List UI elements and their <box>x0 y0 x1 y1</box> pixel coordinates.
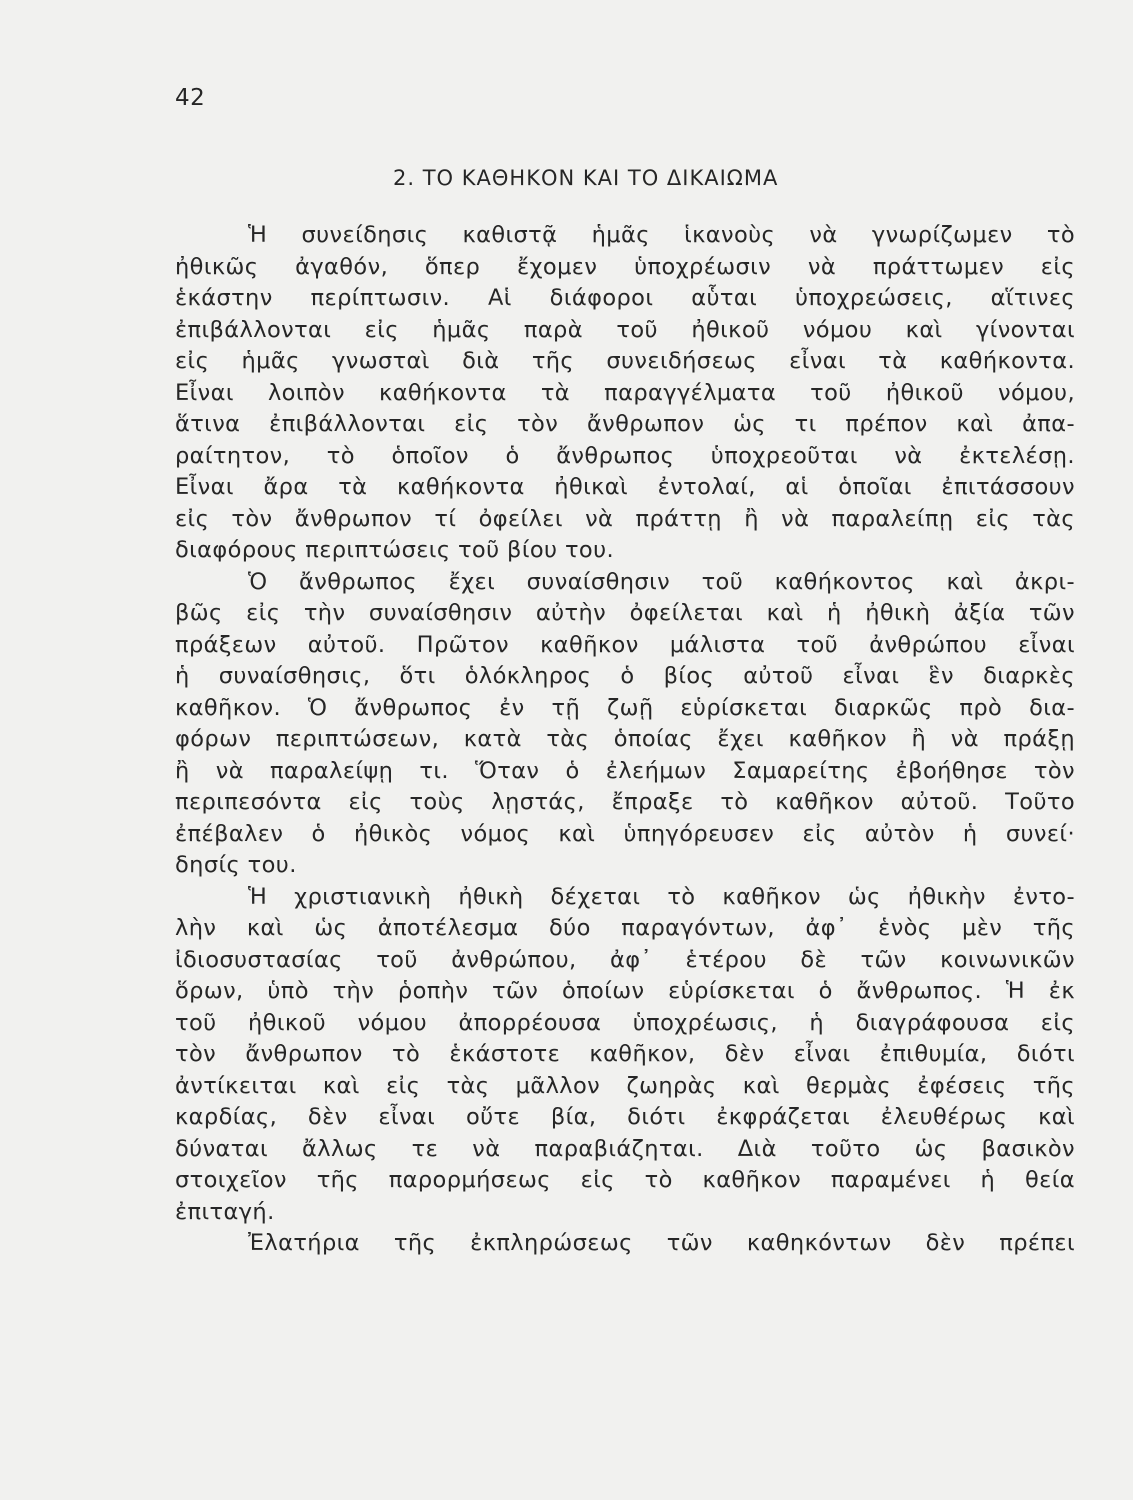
text-line: ἅτινα ἐπιβάλλονται εἰς τὸν ἄνθρωπον ὡς τι πρέπον καὶ ἀπα- <box>175 411 1075 437</box>
chapter-title: 2. ΤΟ ΚΑΘΗΚΟΝ ΚΑΙ ΤΟ ΔΙΚΑΙΩΜΑ <box>393 166 779 190</box>
text-line: ἠθικῶς ἀγαθόν, ὅπερ ἔχομεν ὑποχρέωσιν νὰ πράττωμεν εἰς <box>175 253 1075 280</box>
text-line: ἢ νὰ παραλείψῃ τι. Ὅταν ὁ ἐλεήμων Σαμαρείτης ἐβοήθησε τὸν <box>175 757 1075 784</box>
text-line: Ἡ χριστιανικὴ ἠθικὴ δέχεται τὸ καθῆκον ὡς ἠθικὴν ἐντο- <box>248 883 1075 910</box>
text-line: περιπεσόντα εἰς τοὺς λῃστάς, ἔπραξε τὸ καθῆκον αὐτοῦ. Τοῦτο <box>175 789 1075 815</box>
text-line: Ἐλατήρια τῆς ἐκπληρώσεως τῶν καθηκόντων δὲν πρέπει <box>248 1230 1075 1256</box>
body-text <box>175 220 1075 1260</box>
text-line: εἰς τὸν ἄνθρωπον τί ὀφείλει νὰ πράττῃ ἢ νὰ παραλείπῃ εἰς τὰς <box>175 505 1075 532</box>
text-line: βῶς εἰς τὴν συναίσθησιν αὐτὴν ὀφείλεται καὶ ἡ ἠθικὴ ἀξία τῶν <box>175 600 1075 626</box>
text-line: ἐπιβάλλονται εἰς ἡμᾶς παρὰ τοῦ ἠθικοῦ νόμου καὶ γίνονται <box>175 316 1075 343</box>
text-line: τοῦ ἠθικοῦ νόμου ἀπορρέουσα ὑποχρέωσις, ἡ διαγράφουσα εἰς <box>175 1009 1075 1036</box>
text-line: τὸν ἄνθρωπον τὸ ἑκάστοτε καθῆκον, δὲν εἶναι ἐπιθυμία, διότι <box>175 1041 1075 1067</box>
text-line: ἐπέβαλεν ὁ ἠθικὸς νόμος καὶ ὑπηγόρευσεν εἰς αὐτὸν ἡ συνεί· <box>175 820 1075 847</box>
text-line: καθῆκον. Ὁ ἄνθρωπος ἐν τῇ ζωῇ εὑρίσκεται διαρκῶς πρὸ δια- <box>175 694 1075 721</box>
text-line: Εἶναι λοιπὸν καθήκοντα τὰ παραγγέλματα τοῦ ἠθικοῦ νόμου, <box>175 379 1075 406</box>
text-line: Εἶναι ἄρα τὰ καθήκοντα ἠθικαὶ ἐντολαί, αἱ ὁποῖαι ἐπιτάσσουν <box>175 474 1075 500</box>
text-line: φόρων περιπτώσεων, κατὰ τὰς ὁποίας ἔχει καθῆκον ἢ νὰ πράξῃ <box>175 726 1075 752</box>
text-line: πράξεων αὐτοῦ. Πρῶτον καθῆκον μάλιστα τοῦ ἀνθρώπου εἶναι <box>175 631 1075 658</box>
text-line: λὴν καὶ ὡς ἀποτέλεσμα δύο παραγόντων, ἀφ᾽ ἑνὸς μὲν τῆς <box>175 915 1075 941</box>
text-line: διαφόρους περιπτώσεις τοῦ βίου του. <box>175 537 615 563</box>
text-line: ἀντίκειται καὶ εἰς τὰς μᾶλλον ζωηρὰς καὶ θερμὰς ἐφέσεις τῆς <box>175 1072 1075 1099</box>
text-line: ραίτητον, τὸ ὁποῖον ὁ ἄνθρωπος ὑποχρεοῦται νὰ ἐκτελέσῃ. <box>175 442 1075 469</box>
text-line: ὅρων, ὑπὸ τὴν ῥοπὴν τῶν ὁποίων εὑρίσκεται ὁ ἄνθρωπος. Ἡ ἐκ <box>175 978 1075 1004</box>
text-line: Ἡ συνείδησις καθιστᾷ ἡμᾶς ἱκανοὺς νὰ γνωρίζωμεν τὸ <box>248 222 1075 248</box>
text-line: ἑκάστην περίπτωσιν. Αἱ διάφοροι αὗται ὑποχρεώσεις, αἵτινες <box>175 285 1075 311</box>
text-line: εἰς ἡμᾶς γνωσταὶ διὰ τῆς συνειδήσεως εἶναι τὰ καθήκοντα. <box>175 348 1075 374</box>
text-line: ἐπιταγή. <box>175 1198 275 1225</box>
text-line: δησίς του. <box>175 852 297 878</box>
text-line: στοιχεῖον τῆς παρορμήσεως εἰς τὸ καθῆκον παραμένει ἡ θεία <box>175 1167 1075 1193</box>
text-line: Ὁ ἄνθρωπος ἔχει συναίσθησιν τοῦ καθήκοντος καὶ ἀκρι- <box>248 568 1075 595</box>
page-number: 42 <box>175 85 206 111</box>
text-line: ἡ συναίσθησις, ὅτι ὁλόκληρος ὁ βίος αὐτοῦ εἶναι ἓν διαρκὲς <box>175 663 1075 689</box>
text-line: δύναται ἄλλως τε νὰ παραβιάζηται. Διὰ τοῦτο ὡς βασικὸν <box>175 1135 1075 1162</box>
text-line: καρδίας, δὲν εἶναι οὔτε βία, διότι ἐκφράζεται ἐλευθέρως καὶ <box>175 1104 1075 1130</box>
text-line: ἰδιοσυστασίας τοῦ ἀνθρώπου, ἀφ᾽ ἑτέρου δὲ τῶν κοινωνικῶν <box>175 946 1075 973</box>
